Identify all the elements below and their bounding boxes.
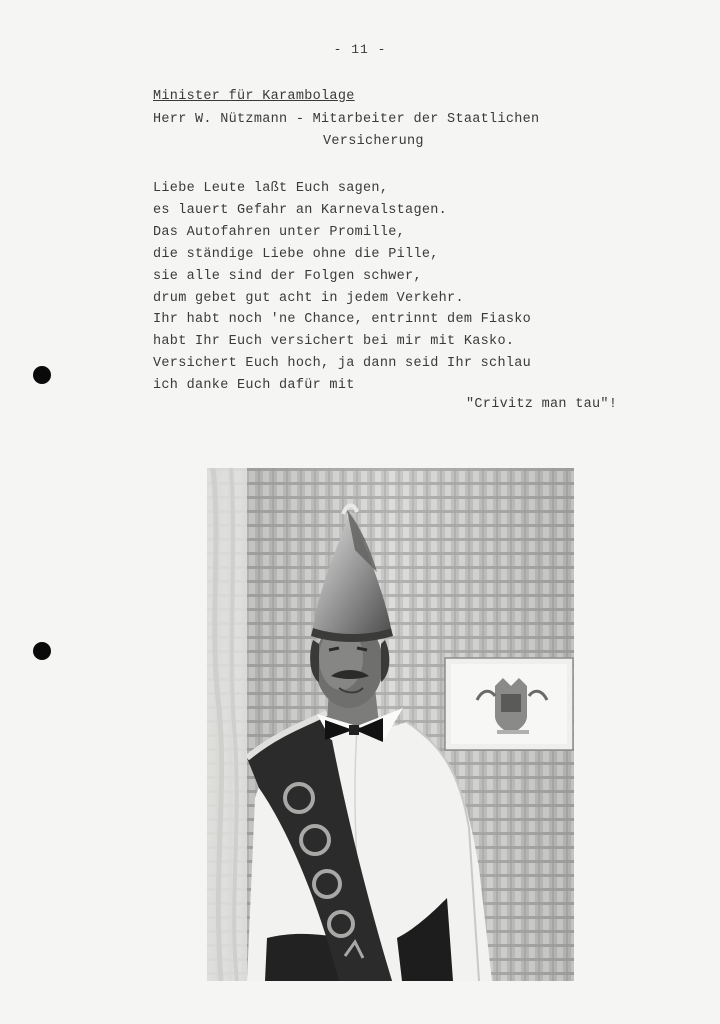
- poem-line: habt Ihr Euch versichert bei mir mit Kasko.: [153, 334, 515, 350]
- poem-line: Das Autofahren unter Promille,: [153, 224, 406, 240]
- poem-line: Versichert Euch hoch, ja dann seid Ihr schlau: [153, 356, 532, 372]
- photograph: [207, 468, 574, 981]
- photo-illustration: [207, 468, 574, 981]
- section-heading: Minister für Karambolage: [153, 89, 355, 104]
- poem: [153, 178, 531, 397]
- poem-line: ich danke Euch dafür mit: [153, 378, 355, 394]
- poem-line: es lauert Gefahr an Karnevalstagen.: [153, 202, 448, 218]
- poem-line: sie alle sind der Folgen schwer,: [153, 268, 422, 284]
- punch-hole-top: [33, 366, 51, 384]
- closing-line: "Crivitz man tau"!: [466, 397, 618, 412]
- subheading-line-1: Herr W. Nützmann - Mitarbeiter der Staatlichen: [153, 112, 540, 127]
- page-number: - 11 -: [333, 42, 387, 57]
- poem-line: drum gebet gut acht in jedem Verkehr.: [153, 290, 464, 306]
- subheading-line-2: Versicherung: [323, 134, 424, 149]
- poem-line: Liebe Leute laßt Euch sagen,: [153, 181, 389, 196]
- poem-line: Ihr habt noch 'ne Chance, entrinnt dem Fiasko: [153, 312, 532, 328]
- poem-line: die ständige Liebe ohne die Pille,: [153, 246, 439, 262]
- punch-hole-bottom: [33, 642, 51, 660]
